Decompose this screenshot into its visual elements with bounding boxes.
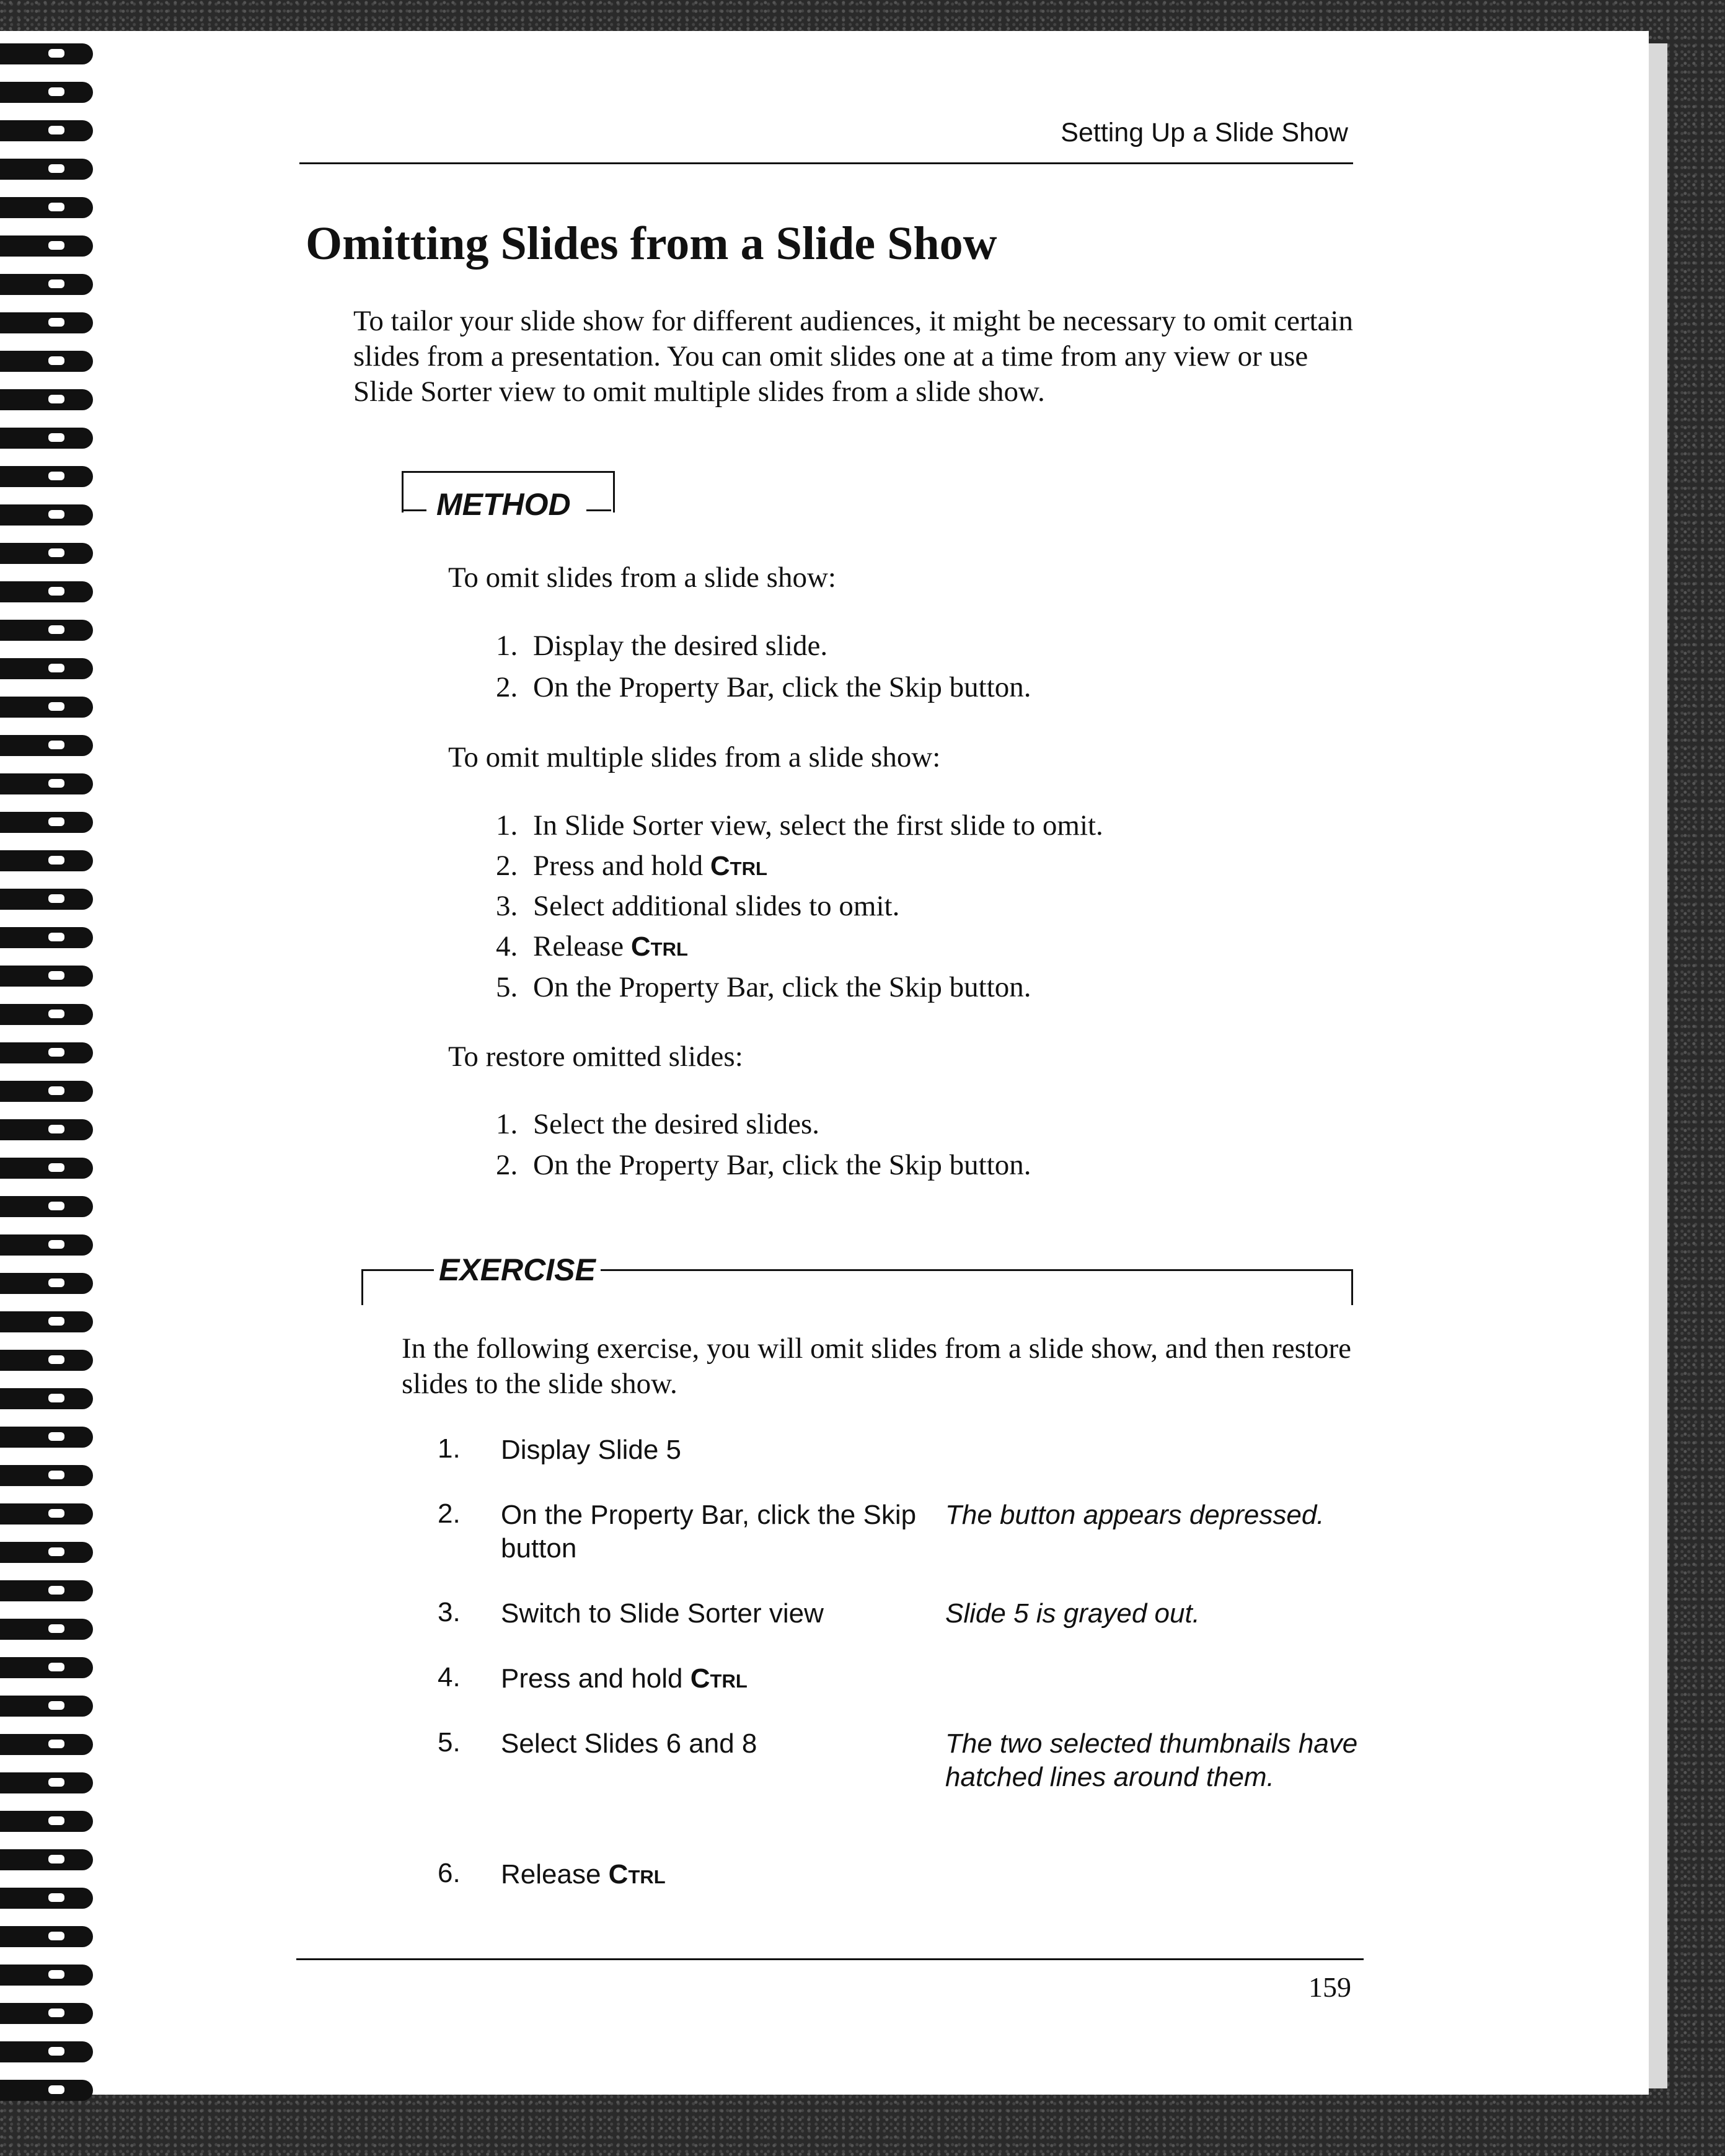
- method-label: METHOD: [428, 486, 580, 522]
- spiral-coil: [0, 1119, 93, 1140]
- spiral-coil: [0, 2041, 93, 2062]
- exercise-step-action: Select Slides 6 and 8: [501, 1728, 757, 1759]
- spiral-coil: [0, 773, 93, 794]
- exercise-frame-right: [1351, 1269, 1353, 1305]
- spiral-coil: [0, 620, 93, 641]
- spiral-coil: [0, 43, 93, 64]
- list-item: 3. Select additional slides to omit.: [496, 890, 900, 922]
- spiral-coil: [0, 1657, 93, 1678]
- spiral-coil: [0, 351, 93, 372]
- exercise-step-number: 3.: [438, 1597, 461, 1627]
- list-item: 5. On the Property Bar, click the Skip button.: [496, 971, 1031, 1003]
- spiral-coil: [0, 1350, 93, 1371]
- spiral-coil: [0, 274, 93, 295]
- spiral-coil: [0, 1888, 93, 1909]
- spiral-coil: [0, 1734, 93, 1755]
- exercise-step-action: Switch to Slide Sorter view: [501, 1598, 824, 1629]
- spiral-coil: [0, 1273, 93, 1294]
- spiral-coil: [0, 1849, 93, 1870]
- method-heading: To restore omitted slides:: [448, 1041, 743, 1073]
- spiral-coil: [0, 1542, 93, 1563]
- spiral-coil: [0, 1465, 93, 1486]
- spiral-coil: [0, 697, 93, 718]
- footer-rule: [296, 1958, 1364, 1960]
- exercise-step-action: Release Ctrl: [501, 1859, 666, 1890]
- spiral-binding: [0, 43, 99, 2101]
- exercise-step-number: 6.: [438, 1858, 461, 1888]
- spiral-coil: [0, 1427, 93, 1448]
- exercise-step-action: Press and hold Ctrl: [501, 1663, 748, 1694]
- spiral-coil: [0, 1580, 93, 1601]
- page-number: 159: [1308, 1971, 1351, 2003]
- spiral-coil: [0, 966, 93, 987]
- method-frame-corner: [586, 509, 611, 511]
- spiral-coil: [0, 1926, 93, 1947]
- exercise-step-action: Display Slide 5: [501, 1435, 682, 1465]
- spiral-coil: [0, 1234, 93, 1256]
- spiral-coil: [0, 1619, 93, 1640]
- spiral-coil: [0, 389, 93, 410]
- exercise-step-number: 4.: [438, 1662, 461, 1692]
- list-item: 1. Select the desired slides.: [496, 1108, 820, 1140]
- exercise-step-number: 1.: [438, 1433, 461, 1464]
- exercise-step-number: 2.: [438, 1498, 461, 1529]
- spiral-coil: [0, 735, 93, 756]
- exercise-step-note: The button appears depressed.: [945, 1500, 1325, 1530]
- list-item: 4. Release Ctrl: [496, 930, 688, 962]
- method-frame-corner: [402, 509, 426, 511]
- spiral-coil: [0, 1311, 93, 1332]
- spiral-coil: [0, 197, 93, 218]
- spiral-coil: [0, 543, 93, 564]
- spiral-coil: [0, 1042, 93, 1063]
- spiral-coil: [0, 235, 93, 257]
- spiral-coil: [0, 927, 93, 948]
- spiral-coil: [0, 889, 93, 910]
- ctrl-key: Ctrl: [690, 1663, 748, 1694]
- spiral-coil: [0, 2003, 93, 2024]
- ctrl-key: Ctrl: [630, 931, 688, 962]
- spiral-coil: [0, 1004, 93, 1025]
- spiral-coil: [0, 2080, 93, 2101]
- spiral-coil: [0, 1696, 93, 1717]
- section-title: Omitting Slides from a Slide Show: [306, 218, 997, 270]
- spiral-coil: [0, 1503, 93, 1525]
- spiral-coil: [0, 120, 93, 141]
- running-header: Setting Up a Slide Show: [1061, 118, 1348, 147]
- spiral-coil: [0, 466, 93, 487]
- list-item: 1. In Slide Sorter view, select the first slide to omit.: [496, 809, 1103, 842]
- list-item: 2. Press and hold Ctrl: [496, 850, 767, 882]
- spiral-coil: [0, 581, 93, 602]
- spiral-coil: [0, 428, 93, 449]
- method-heading: To omit multiple slides from a slide show:: [448, 741, 941, 773]
- ctrl-key: Ctrl: [710, 851, 767, 881]
- exercise-step-number: 5.: [438, 1727, 461, 1758]
- spiral-coil: [0, 1081, 93, 1102]
- spiral-coil: [0, 1158, 93, 1179]
- spiral-coil: [0, 504, 93, 526]
- exercise-step-note: The two selected thumbnails have hatched lines around them.: [945, 1728, 1358, 1792]
- spiral-coil: [0, 812, 93, 833]
- spiral-coil: [0, 1811, 93, 1832]
- spiral-coil: [0, 850, 93, 871]
- spiral-coil: [0, 312, 93, 333]
- page-edge: [1649, 43, 1667, 2088]
- spiral-coil: [0, 82, 93, 103]
- spiral-coil: [0, 1196, 93, 1217]
- exercise-intro: In the following exercise, you will omit slides from a slide show, and then restore slides to the slide show.: [402, 1332, 1351, 1400]
- spiral-coil: [0, 159, 93, 180]
- ctrl-key: Ctrl: [608, 1859, 666, 1890]
- section-intro: To tailor your slide show for different audiences, it might be necessary to omit certain slides from a presentation. You can omit slides one at a time from any view or use Slide Sorter view to omit multiple slides from a slide show.: [353, 305, 1353, 408]
- spiral-coil: [0, 1388, 93, 1409]
- exercise-label: EXERCISE: [434, 1252, 601, 1288]
- exercise-step-action: On the Property Bar, click the Skip button: [501, 1500, 917, 1564]
- exercise-frame-left: [361, 1269, 363, 1305]
- spiral-coil: [0, 658, 93, 679]
- spiral-coil: [0, 1965, 93, 1986]
- header-rule: [299, 162, 1353, 164]
- list-item: 2. On the Property Bar, click the Skip button.: [496, 671, 1031, 703]
- method-heading: To omit slides from a slide show:: [448, 561, 836, 594]
- list-item: 1. Display the desired slide.: [496, 630, 828, 662]
- list-item: 2. On the Property Bar, click the Skip button.: [496, 1149, 1031, 1181]
- spiral-coil: [0, 1772, 93, 1793]
- exercise-step-note: Slide 5 is grayed out.: [945, 1598, 1200, 1629]
